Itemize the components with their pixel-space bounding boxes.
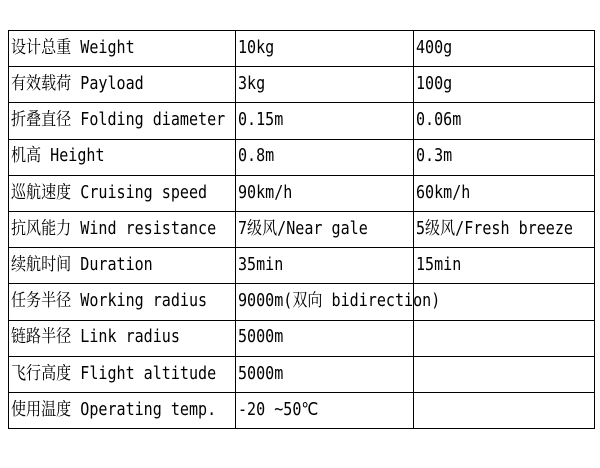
value-a-cell [236, 67, 414, 103]
spec-table [8, 30, 595, 429]
value-a: 0.8m [238, 146, 275, 167]
value-b-cell [414, 356, 595, 392]
value-a-cell [236, 139, 414, 175]
param-name: 抗风能力 Wind resistance [11, 218, 217, 239]
param-name-cell [9, 248, 236, 284]
value-b-cell [414, 392, 595, 428]
table-row [9, 248, 595, 284]
value-a-cell [236, 31, 414, 67]
value-a-cell [236, 284, 441, 320]
value-b-cell [414, 103, 595, 139]
param-name: 使用温度 Operating temp. [11, 399, 217, 420]
param-name-cell [9, 320, 236, 356]
table-row [9, 356, 595, 392]
value-a: 7级风/Near gale [238, 218, 368, 239]
value-a: 10kg [238, 37, 275, 58]
param-name-cell [9, 139, 236, 175]
value-a: 90km/h [238, 182, 293, 203]
table-row [9, 103, 595, 139]
param-name: 机高 Height [11, 146, 105, 167]
value-b: 0.3m [416, 146, 453, 167]
value-a-cell [236, 103, 414, 139]
value-a-cell [236, 392, 414, 428]
value-a: 5000m [238, 327, 284, 348]
value-b: 0.06m [416, 110, 462, 131]
param-name: 有效载荷 Payload [11, 74, 144, 95]
value-b-cell [414, 67, 595, 103]
value-a-cell [236, 248, 414, 284]
value-a: 35min [238, 254, 284, 275]
param-name-cell [9, 175, 236, 211]
value-b-cell [414, 31, 595, 67]
value-b-cell [414, 211, 595, 247]
value-b-cell [414, 320, 595, 356]
param-name: 折叠直径 Folding diameter [11, 110, 226, 131]
param-name-cell [9, 103, 236, 139]
table-row [9, 139, 595, 175]
value-b-cell [414, 175, 595, 211]
table-row [9, 320, 595, 356]
value-b-cell [414, 248, 595, 284]
value-a: -20 ~50℃ [238, 399, 319, 420]
value-b: 400g [416, 37, 453, 58]
value-a: 5000m [238, 363, 284, 384]
param-name-cell [9, 211, 236, 247]
param-name-cell [9, 392, 236, 428]
value-b: 60km/h [416, 182, 471, 203]
table-row [9, 67, 595, 103]
value-a-cell [236, 175, 414, 211]
value-a-cell [236, 356, 414, 392]
param-name: 任务半径 Working radius [11, 291, 208, 312]
value-a-cell [236, 211, 414, 247]
value-b-cell [414, 139, 595, 175]
param-name-cell [9, 31, 236, 67]
param-name-cell [9, 284, 236, 320]
value-b-cell [414, 284, 595, 320]
param-name: 设计总重 Weight [11, 37, 135, 58]
value-a-cell [236, 320, 414, 356]
param-name: 链路半径 Link radius [11, 327, 180, 348]
table-row [9, 284, 595, 320]
table-row [9, 211, 595, 247]
table-row [9, 392, 595, 428]
value-b: 100g [416, 74, 453, 95]
table-row [9, 31, 595, 67]
table-row [9, 175, 595, 211]
param-name: 飞行高度 Flight altitude [11, 363, 217, 384]
value-a: 9000m(双向 bidirection) [238, 291, 441, 312]
param-name-cell [9, 356, 236, 392]
param-name: 续航时间 Duration [11, 254, 153, 275]
value-b: 15min [416, 254, 462, 275]
param-name-cell [9, 67, 236, 103]
value-a: 0.15m [238, 110, 284, 131]
param-name: 巡航速度 Cruising speed [11, 182, 208, 203]
value-b: 5级风/Fresh breeze [416, 218, 573, 239]
value-a: 3kg [238, 74, 266, 95]
